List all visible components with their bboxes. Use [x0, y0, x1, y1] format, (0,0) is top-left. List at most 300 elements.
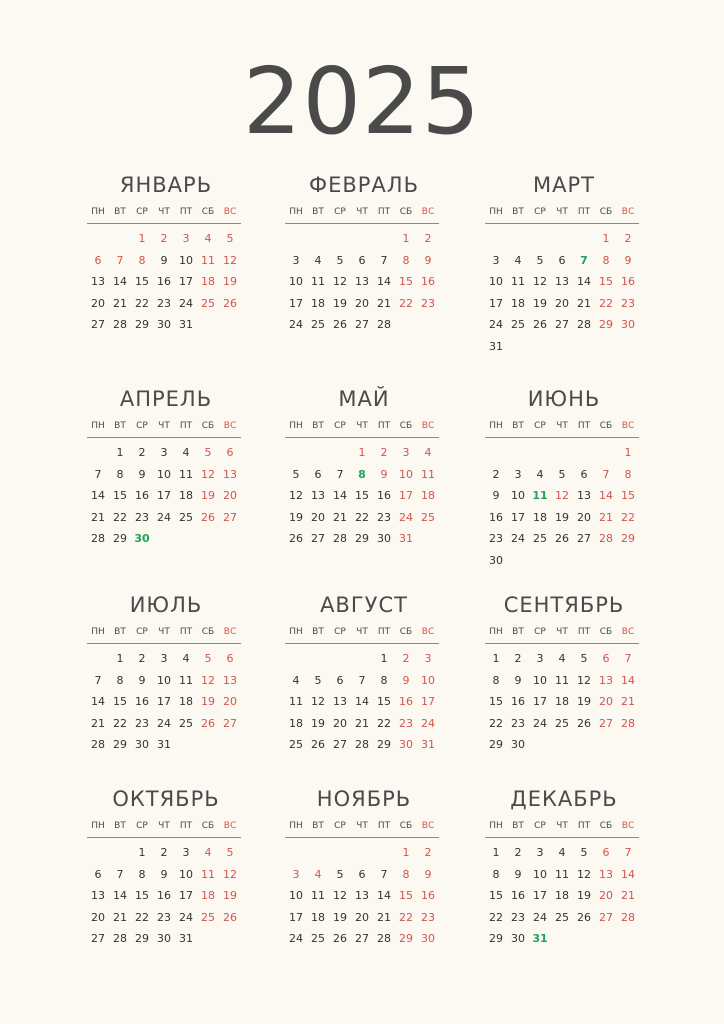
day-cell: 18 — [179, 489, 193, 503]
day-cell: 5 — [336, 867, 344, 881]
weekday-label: ЧТ — [158, 207, 170, 217]
days-grid — [87, 648, 245, 756]
day-cell: 4 — [204, 846, 212, 860]
day-cell: 28 — [91, 532, 105, 546]
weekday-label: ПТ — [179, 627, 193, 637]
weekday-header — [87, 205, 245, 219]
day-cell: 8 — [116, 467, 124, 481]
weekday-label: ПН — [91, 627, 105, 637]
weekday-label: ВС — [223, 421, 237, 431]
day-cell: 30 — [399, 738, 413, 752]
day-cell: 15 — [399, 275, 413, 289]
day-cell: 16 — [135, 695, 149, 709]
month-name: АВГУСТ — [320, 593, 408, 617]
day-cell: 23 — [135, 510, 149, 524]
day-cell: 19 — [289, 510, 303, 524]
day-cell: 19 — [223, 275, 237, 289]
day-cell: 9 — [138, 673, 146, 687]
day-cell: 20 — [577, 510, 591, 524]
month-block — [285, 386, 443, 550]
day-cell: 4 — [424, 446, 432, 460]
weekday-label: СР — [534, 821, 546, 831]
day-cell: 14 — [621, 673, 635, 687]
day-cell: 2 — [514, 846, 522, 860]
day-cell: 24 — [533, 716, 547, 730]
day-cell: 26 — [311, 738, 325, 752]
day-cell: 22 — [489, 910, 503, 924]
day-cell: 13 — [91, 889, 105, 903]
divider — [87, 223, 241, 224]
weekday-label: ПН — [289, 421, 303, 431]
day-cell: 10 — [179, 867, 193, 881]
day-cell: 22 — [621, 510, 635, 524]
day-cell: 14 — [113, 889, 127, 903]
day-cell: 4 — [182, 446, 190, 460]
day-cell: 23 — [621, 296, 635, 310]
day-cell: 14 — [113, 275, 127, 289]
weekday-label: ПН — [489, 627, 503, 637]
day-cell: 1 — [624, 446, 632, 460]
day-cell: 19 — [577, 889, 591, 903]
weekday-label: ПН — [289, 627, 303, 637]
day-cell: 27 — [355, 318, 369, 332]
day-cell: 18 — [533, 510, 547, 524]
day-cell: 30 — [135, 738, 149, 752]
weekday-label: СБ — [599, 421, 613, 431]
day-cell: 7 — [624, 652, 632, 666]
day-cell: 29 — [621, 532, 635, 546]
day-cell: 21 — [577, 296, 591, 310]
day-cell: 23 — [421, 296, 435, 310]
day-cell: 29 — [355, 532, 369, 546]
day-cell: 8 — [380, 673, 388, 687]
weekday-label: ВС — [621, 821, 635, 831]
day-cell: 7 — [94, 673, 102, 687]
day-cell: 24 — [179, 910, 193, 924]
day-cell: 7 — [380, 867, 388, 881]
day-cell: 22 — [355, 510, 369, 524]
weekday-label: ПТ — [377, 207, 391, 217]
day-cell: 13 — [223, 467, 237, 481]
day-cell: 23 — [157, 296, 171, 310]
day-cell: 21 — [91, 510, 105, 524]
weekday-label: ВТ — [512, 421, 524, 431]
weekday-label: СР — [534, 627, 546, 637]
day-cell: 30 — [489, 553, 503, 567]
weekday-label: СР — [534, 421, 546, 431]
day-cell: 15 — [399, 889, 413, 903]
day-cell: 2 — [514, 652, 522, 666]
day-cell: 28 — [113, 318, 127, 332]
day-cell: 8 — [492, 867, 500, 881]
day-cell: 16 — [621, 275, 635, 289]
day-cell: 23 — [511, 716, 525, 730]
day-cell: 9 — [624, 253, 632, 267]
day-cell: 22 — [135, 910, 149, 924]
day-cell: 1 — [358, 446, 366, 460]
day-cell: 23 — [157, 910, 171, 924]
day-cell: 27 — [91, 318, 105, 332]
day-cell: 31 — [421, 738, 435, 752]
weekday-label: ЧТ — [356, 821, 368, 831]
day-cell: 21 — [113, 296, 127, 310]
day-cell: 24 — [289, 318, 303, 332]
day-cell: 11 — [511, 275, 525, 289]
weekday-header — [87, 419, 245, 433]
day-cell: 27 — [599, 910, 613, 924]
weekday-header — [285, 205, 443, 219]
day-cell: 17 — [179, 889, 193, 903]
day-cell: 2 — [160, 232, 168, 246]
weekday-label: ПТ — [179, 207, 193, 217]
day-cell: 20 — [223, 489, 237, 503]
day-cell: 30 — [621, 318, 635, 332]
weekday-label: ПТ — [377, 421, 391, 431]
day-cell: 11 — [179, 467, 193, 481]
weekday-label: ПТ — [577, 821, 591, 831]
days-grid — [485, 228, 643, 357]
month-name: ЯНВАРЬ — [119, 173, 213, 197]
day-cell: 26 — [201, 510, 215, 524]
day-cell: 12 — [333, 275, 347, 289]
day-cell: 12 — [201, 467, 215, 481]
day-cell: 30 — [157, 318, 171, 332]
month-name: ИЮЛЬ — [129, 593, 203, 617]
day-cell: 27 — [333, 738, 347, 752]
day-cell: 19 — [223, 889, 237, 903]
day-cell: 11 — [421, 467, 435, 481]
day-cell: 13 — [333, 695, 347, 709]
day-cell: 22 — [599, 296, 613, 310]
day-cell: 9 — [492, 489, 500, 503]
day-cell: 4 — [314, 867, 322, 881]
weekday-label: ЧТ — [356, 627, 368, 637]
weekday-label: СБ — [599, 627, 613, 637]
day-cell: 28 — [113, 932, 127, 946]
day-cell: 12 — [577, 673, 591, 687]
day-cell: 16 — [377, 489, 391, 503]
month-block — [87, 386, 245, 550]
day-cell: 15 — [113, 695, 127, 709]
day-cell: 5 — [226, 232, 234, 246]
day-cell: 29 — [135, 932, 149, 946]
day-cell: 7 — [358, 673, 366, 687]
day-cell: 25 — [201, 296, 215, 310]
day-cell: 7 — [380, 253, 388, 267]
day-cell: 22 — [113, 510, 127, 524]
month-name: НОЯБРЬ — [316, 787, 412, 811]
day-cell: 7 — [580, 253, 588, 267]
divider — [87, 837, 241, 838]
day-cell: 6 — [358, 253, 366, 267]
weekday-label: ЧТ — [356, 421, 368, 431]
day-cell: 19 — [311, 716, 325, 730]
day-cell: 10 — [421, 673, 435, 687]
day-cell: 31 — [489, 339, 503, 353]
day-cell: 14 — [355, 695, 369, 709]
day-cell: 6 — [358, 867, 366, 881]
day-cell: 15 — [355, 489, 369, 503]
day-cell: 27 — [311, 532, 325, 546]
day-cell: 6 — [336, 673, 344, 687]
weekday-label: СБ — [201, 207, 215, 217]
day-cell: 17 — [421, 695, 435, 709]
day-cell: 17 — [179, 275, 193, 289]
day-cell: 26 — [333, 932, 347, 946]
weekday-header — [485, 819, 643, 833]
day-cell: 25 — [201, 910, 215, 924]
month-block — [87, 592, 245, 756]
day-cell: 8 — [138, 253, 146, 267]
weekday-label: ЧТ — [158, 821, 170, 831]
day-cell: 11 — [179, 673, 193, 687]
day-cell: 20 — [599, 889, 613, 903]
day-cell: 10 — [533, 673, 547, 687]
day-cell: 21 — [333, 510, 347, 524]
day-cell: 17 — [533, 889, 547, 903]
weekday-label: ВТ — [114, 627, 126, 637]
weekday-label: СБ — [201, 421, 215, 431]
weekday-label: СР — [136, 421, 148, 431]
day-cell: 1 — [402, 846, 410, 860]
day-cell: 11 — [532, 489, 548, 503]
day-cell: 30 — [157, 932, 171, 946]
day-cell: 8 — [116, 673, 124, 687]
day-cell: 18 — [311, 296, 325, 310]
day-cell: 6 — [602, 846, 610, 860]
weekday-label: ЧТ — [158, 627, 170, 637]
day-cell: 5 — [292, 467, 300, 481]
weekday-label: ПН — [489, 421, 503, 431]
day-cell: 11 — [201, 253, 215, 267]
day-cell: 3 — [424, 652, 432, 666]
day-cell: 25 — [311, 932, 325, 946]
day-cell: 14 — [333, 489, 347, 503]
month-name: ИЮНЬ — [527, 387, 601, 411]
day-cell: 12 — [333, 889, 347, 903]
weekday-header — [87, 819, 245, 833]
weekday-header — [485, 419, 643, 433]
day-cell: 3 — [182, 232, 190, 246]
day-cell: 9 — [160, 253, 168, 267]
day-cell: 28 — [377, 318, 391, 332]
day-cell: 10 — [533, 867, 547, 881]
day-cell: 16 — [135, 489, 149, 503]
day-cell: 31 — [179, 318, 193, 332]
day-cell: 2 — [624, 232, 632, 246]
day-cell: 6 — [314, 467, 322, 481]
day-cell: 5 — [536, 253, 544, 267]
day-cell: 7 — [624, 846, 632, 860]
day-cell: 12 — [533, 275, 547, 289]
day-cell: 12 — [289, 489, 303, 503]
weekday-header — [87, 625, 245, 639]
day-cell: 25 — [311, 318, 325, 332]
day-cell: 12 — [577, 867, 591, 881]
weekday-label: ВС — [621, 627, 635, 637]
divider — [285, 223, 439, 224]
day-cell: 23 — [135, 716, 149, 730]
day-cell: 18 — [555, 889, 569, 903]
day-cell: 1 — [492, 652, 500, 666]
days-grid — [485, 442, 643, 571]
weekday-label: ВТ — [114, 421, 126, 431]
day-cell: 10 — [399, 467, 413, 481]
divider — [485, 643, 639, 644]
day-cell: 29 — [489, 738, 503, 752]
day-cell: 9 — [402, 673, 410, 687]
day-cell: 17 — [399, 489, 413, 503]
day-cell: 1 — [402, 232, 410, 246]
day-cell: 24 — [179, 296, 193, 310]
day-cell: 29 — [113, 738, 127, 752]
divider — [285, 837, 439, 838]
day-cell: 2 — [160, 846, 168, 860]
day-cell: 16 — [511, 889, 525, 903]
weekday-label: СБ — [201, 627, 215, 637]
month-name: ДЕКАБРЬ — [510, 787, 618, 811]
day-cell: 28 — [355, 738, 369, 752]
day-cell: 3 — [292, 867, 300, 881]
weekday-label: ПТ — [377, 627, 391, 637]
day-cell: 12 — [201, 673, 215, 687]
day-cell: 13 — [599, 867, 613, 881]
day-cell: 30 — [134, 532, 150, 546]
day-cell: 3 — [402, 446, 410, 460]
day-cell: 28 — [599, 532, 613, 546]
month-block — [485, 786, 643, 950]
divider — [87, 437, 241, 438]
day-cell: 1 — [116, 652, 124, 666]
day-cell: 18 — [289, 716, 303, 730]
divider — [485, 223, 639, 224]
weekday-label: ВС — [421, 421, 435, 431]
day-cell: 13 — [355, 889, 369, 903]
day-cell: 13 — [599, 673, 613, 687]
day-cell: 1 — [602, 232, 610, 246]
day-cell: 26 — [223, 296, 237, 310]
day-cell: 9 — [424, 867, 432, 881]
weekday-label: ВТ — [312, 821, 324, 831]
month-name: АПРЕЛЬ — [119, 387, 213, 411]
weekday-label: ВС — [421, 207, 435, 217]
days-grid — [87, 228, 245, 336]
day-cell: 24 — [489, 318, 503, 332]
day-cell: 8 — [602, 253, 610, 267]
day-cell: 19 — [333, 910, 347, 924]
weekday-label: СБ — [201, 821, 215, 831]
day-cell: 18 — [555, 695, 569, 709]
day-cell: 31 — [179, 932, 193, 946]
day-cell: 26 — [223, 910, 237, 924]
days-grid — [485, 648, 643, 756]
day-cell: 9 — [424, 253, 432, 267]
day-cell: 27 — [355, 932, 369, 946]
day-cell: 21 — [355, 716, 369, 730]
day-cell: 8 — [492, 673, 500, 687]
day-cell: 27 — [223, 716, 237, 730]
day-cell: 13 — [223, 673, 237, 687]
day-cell: 6 — [94, 253, 102, 267]
day-cell: 19 — [201, 489, 215, 503]
weekday-label: СР — [136, 821, 148, 831]
day-cell: 11 — [289, 695, 303, 709]
day-cell: 2 — [138, 446, 146, 460]
weekday-label: ПТ — [179, 421, 193, 431]
day-cell: 5 — [204, 446, 212, 460]
day-cell: 29 — [599, 318, 613, 332]
day-cell: 10 — [489, 275, 503, 289]
day-cell: 20 — [311, 510, 325, 524]
day-cell: 21 — [377, 296, 391, 310]
day-cell: 26 — [577, 716, 591, 730]
day-cell: 13 — [311, 489, 325, 503]
day-cell: 14 — [91, 695, 105, 709]
day-cell: 1 — [380, 652, 388, 666]
day-cell: 22 — [135, 296, 149, 310]
day-cell: 25 — [179, 510, 193, 524]
day-cell: 11 — [555, 867, 569, 881]
day-cell: 29 — [377, 738, 391, 752]
day-cell: 14 — [599, 489, 613, 503]
day-cell: 23 — [489, 532, 503, 546]
day-cell: 24 — [157, 510, 171, 524]
day-cell: 14 — [377, 275, 391, 289]
day-cell: 22 — [113, 716, 127, 730]
day-cell: 9 — [514, 673, 522, 687]
weekday-label: ВС — [621, 207, 635, 217]
weekday-label: ВТ — [312, 627, 324, 637]
weekday-label: СБ — [599, 207, 613, 217]
day-cell: 11 — [311, 889, 325, 903]
day-cell: 12 — [555, 489, 569, 503]
month-name: МАРТ — [533, 173, 595, 197]
day-cell: 10 — [511, 489, 525, 503]
day-cell: 29 — [399, 932, 413, 946]
day-cell: 7 — [116, 867, 124, 881]
day-cell: 17 — [157, 695, 171, 709]
weekday-label: ВС — [421, 627, 435, 637]
day-cell: 12 — [223, 867, 237, 881]
day-cell: 1 — [492, 846, 500, 860]
day-cell: 22 — [399, 910, 413, 924]
day-cell: 3 — [536, 652, 544, 666]
day-cell: 11 — [555, 673, 569, 687]
weekday-label: СР — [334, 821, 346, 831]
day-cell: 6 — [602, 652, 610, 666]
weekday-label: ЧТ — [556, 421, 568, 431]
day-cell: 4 — [536, 467, 544, 481]
day-cell: 26 — [555, 532, 569, 546]
day-cell: 22 — [489, 716, 503, 730]
day-cell: 17 — [511, 510, 525, 524]
day-cell: 5 — [204, 652, 212, 666]
days-grid — [87, 842, 245, 950]
day-cell: 11 — [201, 867, 215, 881]
day-cell: 16 — [157, 889, 171, 903]
weekday-header — [285, 625, 443, 639]
month-block — [285, 592, 443, 756]
day-cell: 24 — [533, 910, 547, 924]
day-cell: 10 — [289, 275, 303, 289]
day-cell: 28 — [91, 738, 105, 752]
day-cell: 9 — [380, 467, 388, 481]
weekday-label: ВС — [421, 821, 435, 831]
day-cell: 5 — [580, 846, 588, 860]
day-cell: 13 — [355, 275, 369, 289]
day-cell: 20 — [91, 910, 105, 924]
weekday-label: ПН — [289, 207, 303, 217]
